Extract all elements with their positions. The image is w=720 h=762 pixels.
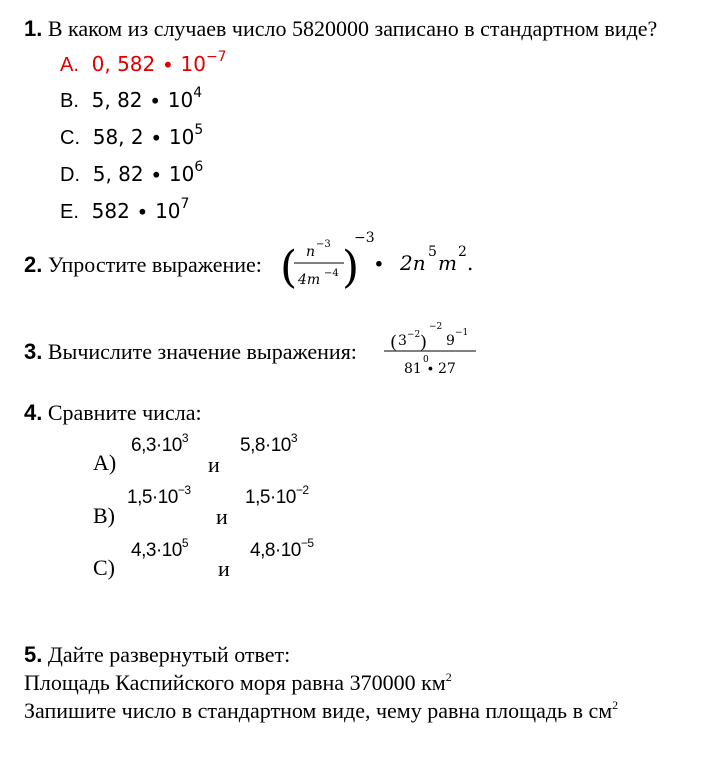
outer-exponent: −3 (354, 230, 375, 246)
compare-exponent: 3 (290, 431, 298, 445)
right-paren: ) (342, 242, 360, 293)
tail-variable-m: m (438, 251, 457, 275)
unit-exponent: 2 (612, 698, 619, 712)
compare-value: 4,3·10 (131, 540, 182, 561)
question-text: Упростите выражение: (47, 252, 262, 277)
q2-expression (278, 226, 478, 296)
question-text: Сравните числа: (47, 400, 202, 425)
question-5-line-1 (24, 670, 452, 696)
question-text: Вычислите значение выражения: (47, 339, 357, 364)
numerator-base: 3 (398, 333, 407, 349)
compare-row-a-left (131, 431, 189, 457)
numerator-paren-exponent: −2 (429, 322, 443, 332)
compare-row-a-right (240, 431, 298, 457)
compare-exponent: −5 (300, 536, 314, 550)
option-c (60, 122, 204, 150)
left-paren: ( (280, 242, 298, 293)
q3-expression (382, 318, 482, 380)
option-base: 10 (168, 162, 195, 186)
option-exponent: −7 (205, 49, 227, 65)
compare-exponent: −3 (177, 483, 191, 497)
question-number: 5. (24, 642, 43, 667)
tail-coefficient: 2n (400, 251, 426, 275)
option-mantissa: 5, 82 (92, 162, 144, 186)
denominator-dot: ∙ (427, 361, 434, 377)
option-mantissa: 0, 582 (91, 52, 156, 76)
fraction-numerator-exponent: −3 (316, 239, 331, 250)
option-dot: ∙ (136, 199, 149, 223)
compare-exponent: 3 (181, 431, 189, 445)
numerator-right-paren: ) (420, 332, 428, 353)
question-5 (24, 642, 290, 668)
question-4 (24, 400, 202, 426)
option-dot: ∙ (161, 52, 175, 76)
option-dot: ∙ (148, 88, 162, 112)
question-number: 1. (24, 16, 43, 41)
compare-row-c-label: C) (93, 555, 115, 580)
question-5-line-2 (24, 698, 618, 724)
denominator-first-exponent: 0 (423, 355, 429, 365)
question-text: В каком из случаев число 5820000 записано в стандартном виде? (47, 16, 658, 41)
option-base: 10 (180, 52, 206, 76)
option-dot: ∙ (149, 125, 163, 149)
numerator-second: 9 (446, 333, 455, 349)
option-mantissa: 58, 2 (92, 125, 144, 149)
option-letter: E. (60, 201, 79, 223)
question-number: 4. (24, 400, 43, 425)
compare-row-b-conj: и (216, 504, 228, 529)
fraction-numerator: n (306, 244, 316, 260)
question-number: 2. (24, 252, 43, 277)
tail-exponent-m: 2 (458, 244, 467, 260)
option-exponent: 7 (180, 196, 190, 212)
option-e (60, 196, 190, 224)
option-base: 10 (168, 125, 195, 149)
compare-value: 5,8·10 (240, 435, 291, 456)
option-letter: D. (60, 164, 80, 186)
numerator-base-exponent: −2 (407, 330, 421, 340)
question-1 (24, 16, 657, 42)
question-2 (24, 252, 262, 278)
fraction-denominator: 4m (298, 272, 321, 288)
end-period: . (467, 251, 474, 275)
compare-row-c-conj: и (218, 556, 230, 581)
compare-row-b-left (127, 483, 191, 509)
option-mantissa: 5, 82 (91, 88, 143, 112)
numerator-left-paren: ( (390, 332, 398, 353)
option-base: 10 (155, 199, 181, 223)
compare-row-a-conj: и (208, 452, 220, 477)
compare-row-a-label: A) (93, 450, 117, 475)
unit-exponent: 2 (445, 670, 452, 684)
compare-value: 1,5·10 (245, 487, 296, 508)
denominator-first: 81 (404, 361, 422, 377)
line-text: Площадь Каспийского моря равна 370000 км (24, 670, 446, 695)
option-mantissa: 582 (91, 199, 130, 223)
compare-value: 4,8·10 (250, 540, 301, 561)
option-a (60, 49, 227, 77)
option-exponent: 4 (193, 85, 203, 101)
line-text: Запишите число в стандартном виде, чему равна площадь в см (24, 698, 613, 723)
option-b (60, 85, 203, 113)
tail-exponent-n: 5 (428, 244, 437, 260)
option-letter: C. (60, 127, 80, 149)
option-exponent: 6 (194, 159, 204, 175)
fraction-denominator-exponent: −4 (324, 268, 339, 279)
option-dot: ∙ (149, 162, 163, 186)
multiply-dot: ∙ (374, 251, 384, 275)
compare-row-c-right (250, 536, 314, 562)
question-text: Дайте развернутый ответ: (47, 642, 291, 667)
compare-exponent: 5 (181, 536, 189, 550)
numerator-second-exponent: −1 (455, 328, 469, 338)
option-exponent: 5 (194, 122, 204, 138)
compare-row-b-right (245, 483, 309, 509)
option-letter: B. (60, 90, 79, 112)
compare-row-b-label: B) (93, 503, 115, 528)
compare-value: 6,3·10 (131, 435, 182, 456)
compare-exponent: −2 (295, 483, 309, 497)
denominator-second: 27 (438, 361, 456, 377)
question-3 (24, 339, 357, 365)
option-base: 10 (167, 88, 194, 112)
compare-value: 1,5·10 (127, 487, 178, 508)
option-letter: A. (60, 54, 79, 76)
question-number: 3. (24, 339, 43, 364)
compare-row-c-left (131, 536, 189, 562)
option-d (60, 159, 204, 187)
